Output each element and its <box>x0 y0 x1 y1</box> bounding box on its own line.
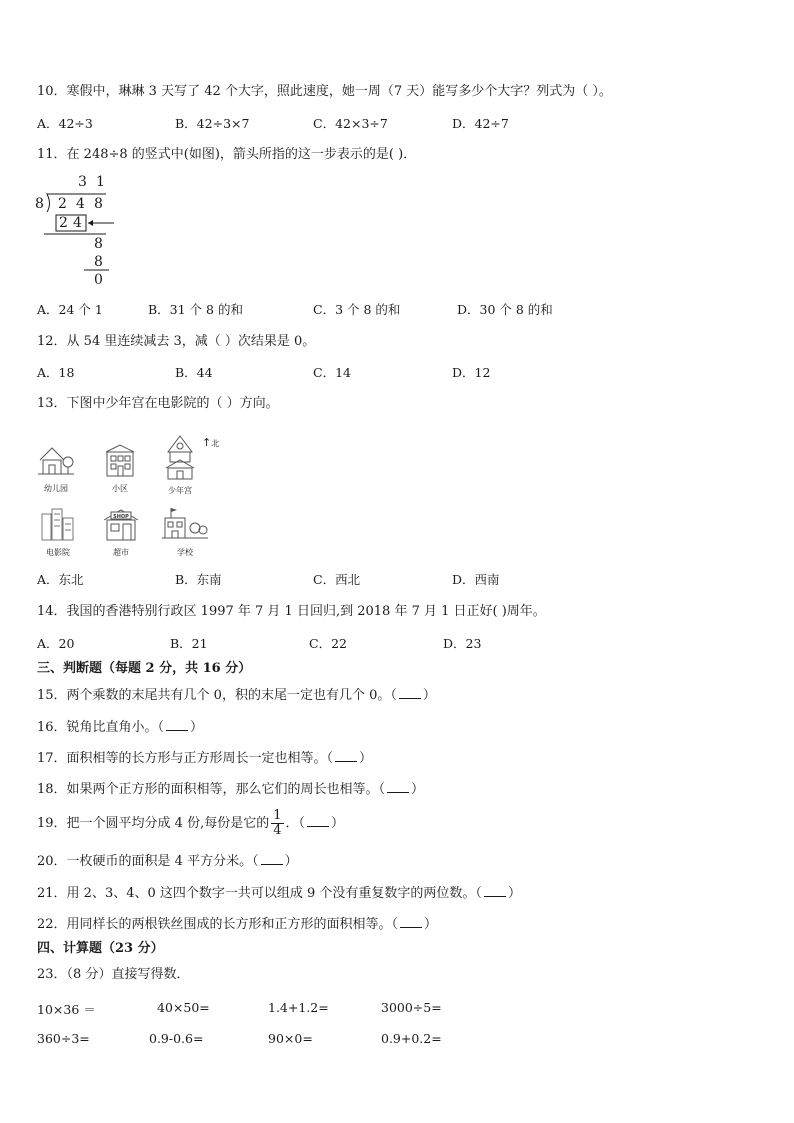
question-15 <box>37 686 436 705</box>
shop-sign: SHOP <box>113 514 129 520</box>
q22-close: ） <box>424 917 438 932</box>
q19-close: ） <box>331 816 345 831</box>
question-13: 13．下图中少年宫在电影院的（ ）方向。 <box>37 396 279 411</box>
question-10: 10．寒假中，琳琳 3 天写了 42 个大字，照此速度，她一周（7 天）能写多少个大字？列式为（ ）。 <box>37 84 612 99</box>
q14-option-a[interactable]: A．20 <box>37 636 75 651</box>
q20-text: 20．一枚硬币的面积是 4 平方分米。（ <box>37 854 259 869</box>
q12-option-b[interactable]: B．44 <box>175 365 213 380</box>
question-20 <box>37 852 298 871</box>
q14-option-c[interactable]: C．22 <box>309 636 347 651</box>
q17-answer-blank[interactable] <box>335 749 357 762</box>
q11-option-c[interactable]: C．3 个 8 的和 <box>313 302 401 317</box>
label-school: 学校 <box>177 548 193 557</box>
q17-text: 17．面积相等的长方形与正方形周长一定也相等。（ <box>37 751 334 766</box>
youth-palace-icon <box>162 434 198 480</box>
calc-row2-item4: 0.9+0.2= <box>381 1031 442 1046</box>
q11-option-a[interactable]: A．24 个 1 <box>37 302 103 317</box>
north-label: 北 <box>211 439 220 448</box>
calc-row2-item1: 360÷3= <box>37 1031 90 1046</box>
q15-answer-blank[interactable] <box>399 686 421 699</box>
q12-option-d[interactable]: D．12 <box>452 365 491 380</box>
question-21 <box>37 884 521 903</box>
community-picture <box>101 442 139 494</box>
label-community: 小区 <box>112 484 128 493</box>
q14-option-d[interactable]: D．23 <box>443 636 482 651</box>
step3-digit: 8 <box>94 254 103 270</box>
calc-row2-item3: 90×0= <box>268 1031 313 1046</box>
q20-answer-blank[interactable] <box>261 852 283 865</box>
dividend-digit-2: 4 <box>76 196 85 212</box>
section-3-title: 三、判断题（每题 2 分，共 16 分） <box>37 661 252 676</box>
q18-answer-blank[interactable] <box>387 780 409 793</box>
calc-row1-item2: 40×50= <box>157 1000 210 1015</box>
q10-option-b[interactable]: B．42÷3×7 <box>175 116 250 131</box>
q11-option-b[interactable]: B．31 个 8 的和 <box>148 302 243 317</box>
q13-option-c[interactable]: C．西北 <box>313 572 361 587</box>
question-19 <box>37 806 344 842</box>
calc-row1-item3: 1.4+1.2= <box>268 1000 329 1015</box>
q21-close: ） <box>507 886 521 901</box>
cinema-icon <box>39 506 77 542</box>
label-kindergarten: 幼儿园 <box>44 484 68 493</box>
q21-answer-blank[interactable] <box>484 884 506 897</box>
school-icon <box>161 506 209 542</box>
question-23: 23．（8 分）直接写得数． <box>37 967 190 982</box>
long-division-figure <box>34 170 124 290</box>
section-4-title: 四、计算题（23 分） <box>37 941 164 956</box>
question-12: 12．从 54 里连续减去 3，减（ ）次结果是 0。 <box>37 334 316 349</box>
question-11: 11．在 248÷8 的竖式中(如图)，箭头所指的这一步表示的是( )． <box>37 147 417 162</box>
dividend-digit-1: 2 <box>58 196 67 212</box>
calc-row1-item1: 10×36 ＝ <box>37 1002 96 1017</box>
q13-option-b[interactable]: B．东南 <box>175 572 222 587</box>
q12-option-c[interactable]: C．14 <box>313 365 351 380</box>
fraction-denominator: 4 <box>273 823 282 838</box>
q13-option-a[interactable]: A．东北 <box>37 572 84 587</box>
q16-answer-blank[interactable] <box>166 718 188 731</box>
quotient-digit-1: 3 <box>78 174 87 190</box>
q10-option-a[interactable]: A．42÷3 <box>37 116 93 131</box>
q22-answer-blank[interactable] <box>400 915 422 928</box>
calc-row1-item4: 3000÷5= <box>381 1000 442 1015</box>
step1-digit-2: 4 <box>73 215 82 231</box>
q10-option-c[interactable]: C．42×3÷7 <box>313 116 388 131</box>
label-youth-palace: 少年宫 <box>168 486 192 495</box>
question-14: 14．我国的香港特别行政区 1997 年 7 月 1 日回归,到 2018 年 7 月 1 日正好( )周年。 <box>37 604 546 619</box>
quotient-digit-2: 1 <box>96 174 105 190</box>
question-17 <box>37 749 372 768</box>
apartment-icon <box>102 442 138 478</box>
q19-answer-blank[interactable] <box>307 814 329 827</box>
north-arrow-icon: ↑ <box>202 436 212 449</box>
label-supermarket: 超市 <box>113 548 129 557</box>
q18-text: 18．如果两个正方形的面积相等，那么它们的周长也相等。（ <box>37 782 386 797</box>
q14-option-b[interactable]: B．21 <box>170 636 208 651</box>
school-picture <box>161 506 209 558</box>
q16-close: ） <box>190 720 204 735</box>
cinema-picture <box>38 506 78 558</box>
question-16 <box>37 718 203 737</box>
q20-close: ） <box>284 854 298 869</box>
q10-option-d[interactable]: D．42÷7 <box>452 116 509 131</box>
divisor: 8 <box>35 196 44 212</box>
kindergarten-picture <box>36 440 76 494</box>
q22-text: 22．用同样长的两根铁丝围成的长方形和正方形的面积相等。（ <box>37 917 399 932</box>
kindergarten-icon <box>37 440 75 478</box>
dividend-digit-3: 8 <box>94 196 103 212</box>
q18-close: ） <box>411 782 425 797</box>
q19-text: 19．把一个圆平均分成 4 份,每份是它的 <box>37 816 270 831</box>
youth-palace-picture <box>161 434 199 496</box>
supermarket-picture <box>101 506 141 558</box>
step2-digit: 8 <box>94 236 103 252</box>
q15-text: 15．两个乘数的末尾共有几个 0，积的末尾一定也有几个 0。（ <box>37 688 397 703</box>
q15-close: ） <box>422 688 436 703</box>
q16-text: 16．锐角比直角小。（ <box>37 720 165 735</box>
q21-text: 21．用 2、3、4、0 这四个数字一共可以组成 9 个没有重复数字的两位数。（ <box>37 886 482 901</box>
q17-close: ） <box>359 751 373 766</box>
label-cinema: 电影院 <box>46 548 70 557</box>
calc-row2-item2: 0.9-0.6= <box>149 1031 204 1046</box>
q19-post: ．（ <box>285 816 306 831</box>
north-indicator <box>202 436 219 449</box>
q11-option-d[interactable]: D．30 个 8 的和 <box>457 302 553 317</box>
q13-option-d[interactable]: D．西南 <box>452 572 500 587</box>
q12-option-a[interactable]: A．18 <box>37 365 75 380</box>
step1-digit-1: 2 <box>59 215 68 231</box>
question-22 <box>37 915 437 934</box>
shop-icon <box>101 506 141 542</box>
fraction-numerator: 1 <box>273 808 282 823</box>
fraction-one-quarter <box>271 809 283 838</box>
question-18 <box>37 780 424 799</box>
remainder-digit: 0 <box>94 272 103 288</box>
